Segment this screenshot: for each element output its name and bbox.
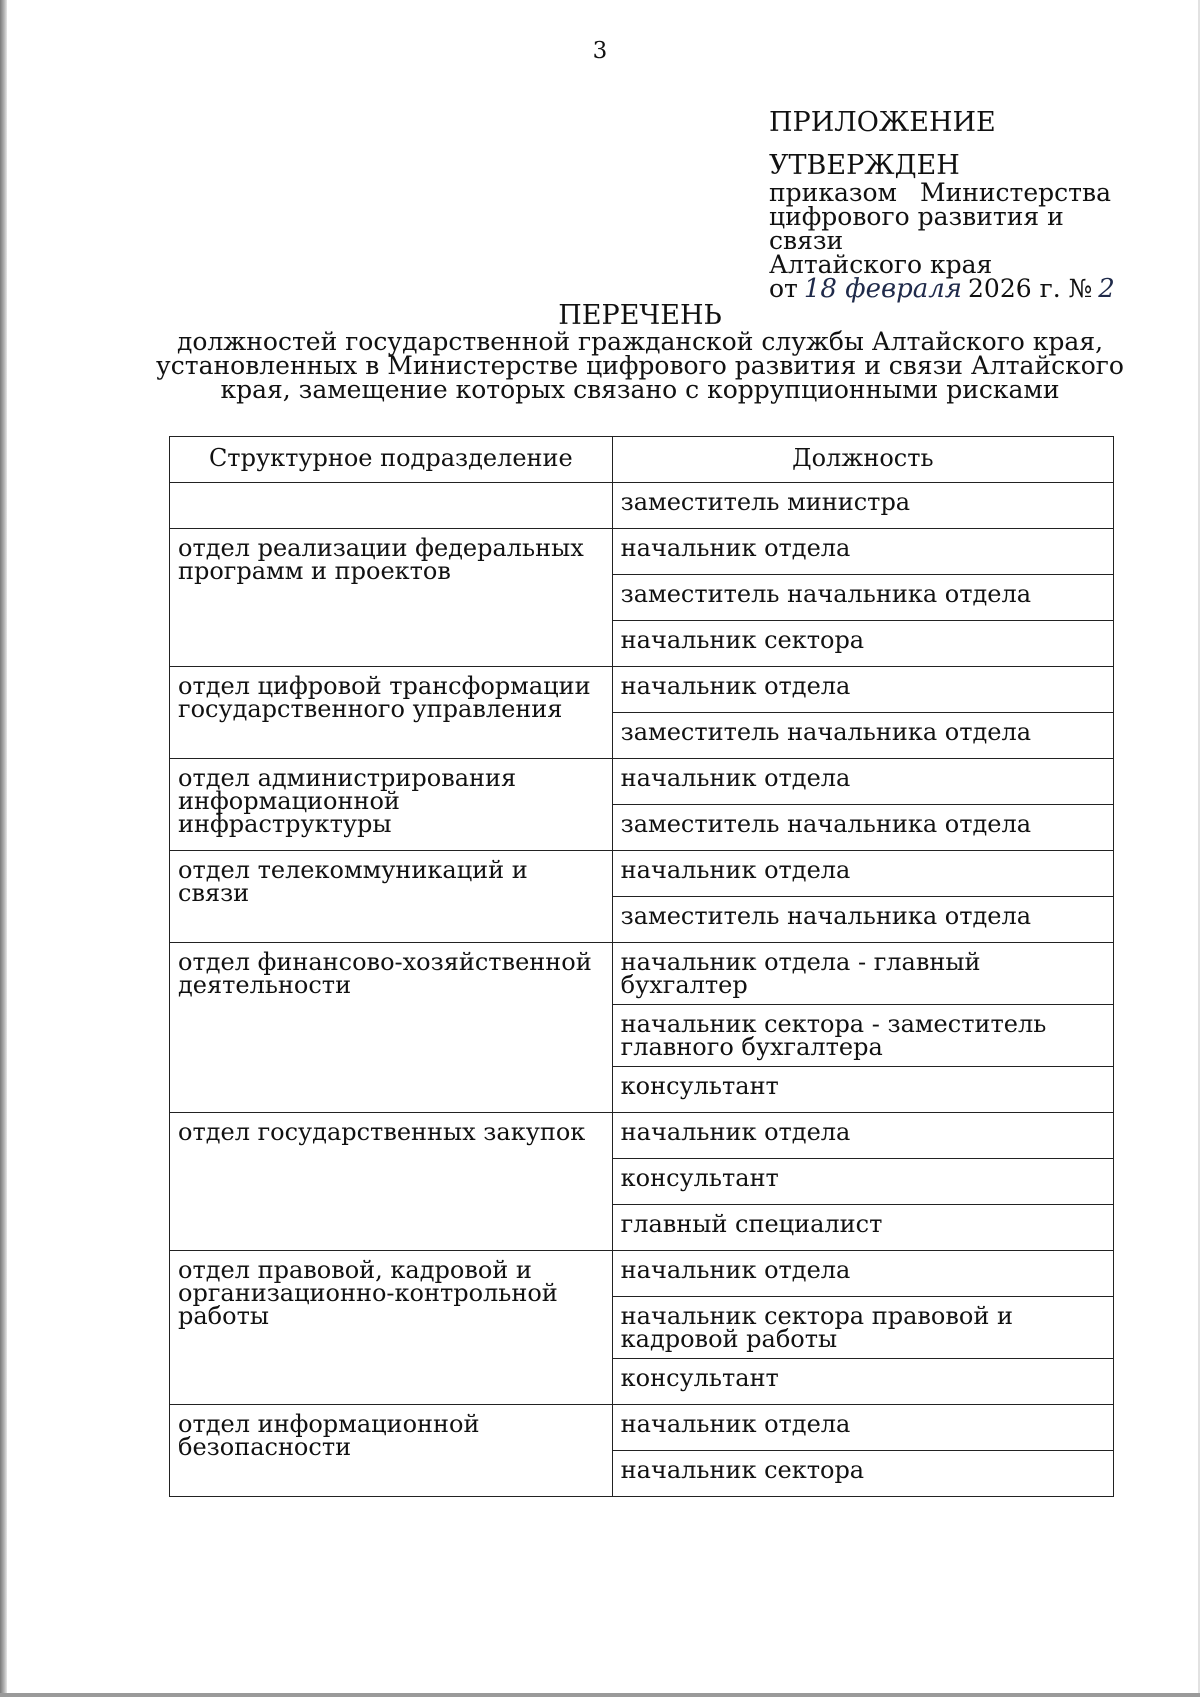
table-row — [170, 759, 1114, 805]
table-row — [170, 943, 1114, 1005]
title-subtitle: должностей государственной гражданской службы Алтайского края, установленных в Министерстве цифрового развития и связи Алтайского края, замещение которых связано с коррупционными рисками — [156, 327, 1124, 404]
table-row — [170, 483, 1114, 529]
table-row — [170, 851, 1114, 897]
position-cell: заместитель начальника отдела — [612, 805, 1113, 851]
department-cell: отдел цифровой трансформации государственного управления — [170, 667, 613, 759]
department-cell: отдел информационной безопасности — [170, 1405, 613, 1497]
positions-table — [169, 436, 1114, 1497]
position-cell: главный специалист — [612, 1205, 1113, 1251]
position-cell: начальник отдела — [612, 529, 1113, 575]
position-cell: начальник сектора — [612, 1451, 1113, 1497]
department-cell: отдел правовой, кадровой и организационно-контрольной работы — [170, 1251, 613, 1405]
position-cell: начальник отдела — [612, 1113, 1113, 1159]
scan-edge-bottom — [0, 1693, 1200, 1697]
department-cell — [170, 483, 613, 529]
table-row — [170, 1251, 1114, 1297]
position-cell: начальник отдела — [612, 667, 1113, 713]
department-cell: отдел реализации федеральных программ и проектов — [170, 529, 613, 667]
date-year: 2026 г. № — [968, 274, 1093, 303]
position-cell: начальник сектора правовой и кадровой работы — [612, 1297, 1113, 1359]
position-cell: начальник отдела — [612, 1251, 1113, 1297]
position-cell: начальник отдела - главный бухгалтер — [612, 943, 1113, 1005]
position-cell: начальник сектора — [612, 621, 1113, 667]
department-cell: отдел администрирования информационной инфраструктуры — [170, 759, 613, 851]
position-cell: начальник сектора - заместитель главного бухгалтера — [612, 1005, 1113, 1067]
table-row — [170, 667, 1114, 713]
title-heading: ПЕРЕЧЕНЬ — [558, 300, 722, 331]
position-cell: консультант — [612, 1067, 1113, 1113]
page-number: 3 — [592, 38, 608, 64]
position-cell: начальник отдела — [612, 1405, 1113, 1451]
table-header-row — [170, 437, 1114, 483]
table-row — [170, 529, 1114, 575]
region-line: Алтайского края — [769, 250, 993, 279]
handwritten-date: 18 февраля — [803, 274, 963, 304]
date-line — [769, 274, 1115, 304]
position-cell: заместитель начальника отдела — [612, 575, 1113, 621]
position-cell: заместитель министра — [612, 483, 1113, 529]
handwritten-number: 2 — [1098, 274, 1115, 304]
position-cell: заместитель начальника отдела — [612, 897, 1113, 943]
position-cell: заместитель начальника отдела — [612, 713, 1113, 759]
document-title — [120, 301, 1160, 402]
department-cell: отдел государственных закупок — [170, 1113, 613, 1251]
table-row — [170, 1405, 1114, 1451]
department-cell: отдел финансово-хозяйственной деятельности — [170, 943, 613, 1113]
appendix-label: ПРИЛОЖЕНИЕ — [769, 107, 996, 138]
table-row — [170, 1113, 1114, 1159]
position-cell: начальник отдела — [612, 851, 1113, 897]
header-position: Должность — [612, 437, 1113, 483]
approved-label: УТВЕРЖДЕН — [769, 150, 960, 181]
position-cell: начальник отдела — [612, 759, 1113, 805]
order-word: приказом — [769, 178, 897, 207]
ministry-name-line: цифрового развития и связи — [769, 202, 1064, 255]
date-prefix: от — [769, 274, 798, 303]
approval-block — [769, 106, 1115, 304]
header-department: Структурное подразделение — [170, 437, 613, 483]
scan-edge-left — [0, 0, 7, 1697]
position-cell: консультант — [612, 1359, 1113, 1405]
department-cell: отдел телекоммуникаций и связи — [170, 851, 613, 943]
table-body — [170, 483, 1114, 1497]
ministry-word: Министерства — [919, 178, 1111, 207]
position-cell: консультант — [612, 1159, 1113, 1205]
